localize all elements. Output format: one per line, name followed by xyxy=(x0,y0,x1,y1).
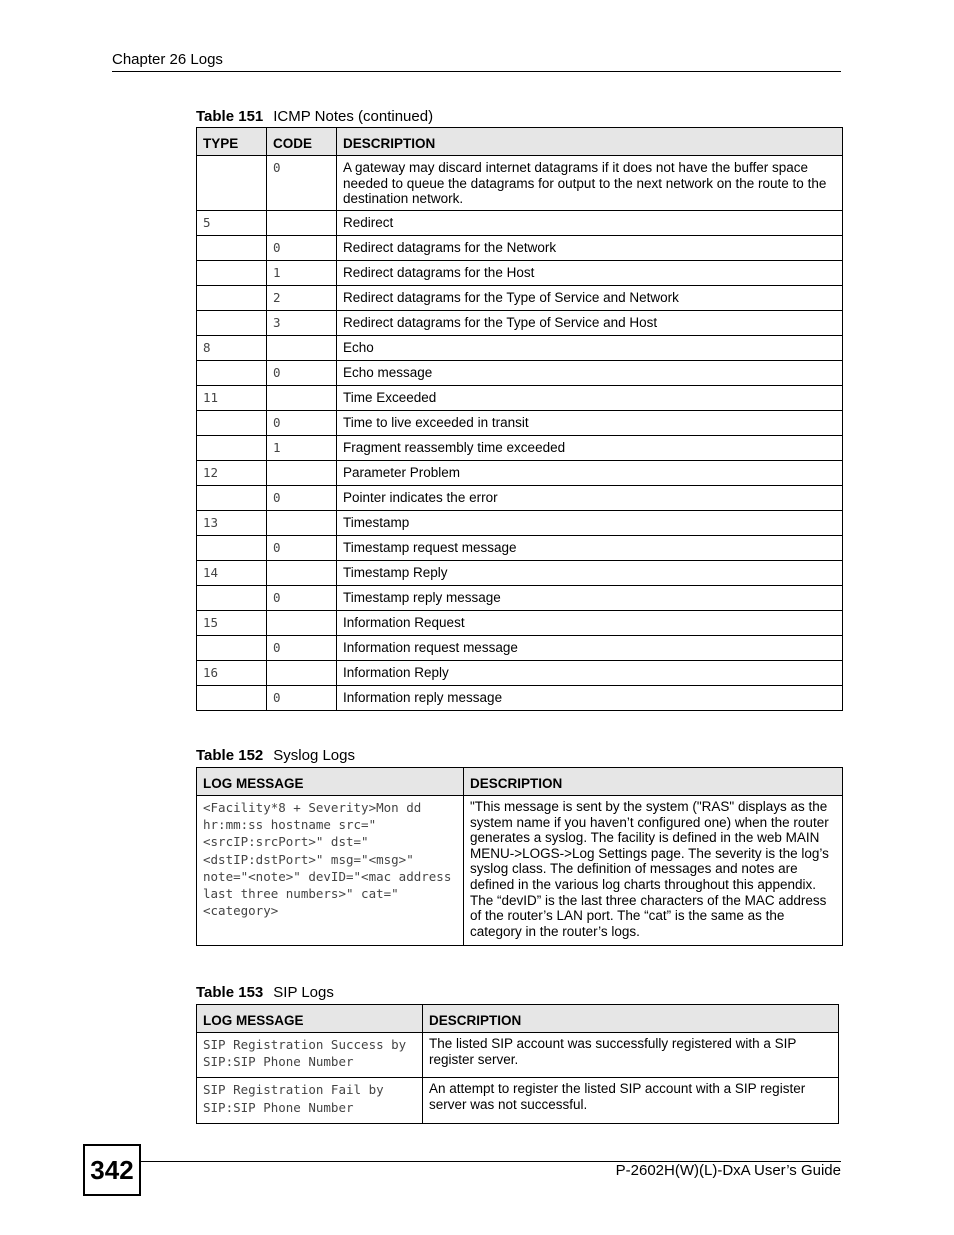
description-cell: "This message is sent by the system ("RAS" displays as the system name if you haven’t configured one) when the router generates a syslog. The facility is defined in the web MAIN MENU->LOGS->Log Settings page. The severity is the log’s syslog class. The definition of messages and notes are defined in the various log charts throughout this appendix. The “devID” is the last three characters of the MAC address of the router’s LAN port. The “cat” is the same as the category in the router’s logs. xyxy=(464,796,843,946)
code-cell: 0 xyxy=(267,536,337,561)
type-cell xyxy=(197,686,267,711)
code-cell xyxy=(267,211,337,236)
description-cell: The listed SIP account was successfully registered with a SIP register server. xyxy=(423,1033,839,1078)
type-cell: 14 xyxy=(197,561,267,586)
table-row xyxy=(197,561,843,586)
code-cell: 0 xyxy=(267,361,337,386)
description-cell: Timestamp xyxy=(337,511,843,536)
table-row xyxy=(197,311,843,336)
table-row xyxy=(197,211,843,236)
code-cell xyxy=(267,461,337,486)
table-153-label: Table 153 xyxy=(196,984,264,1001)
type-cell xyxy=(197,636,267,661)
description-cell: Echo xyxy=(337,336,843,361)
description-cell: Redirect xyxy=(337,211,843,236)
table-151-title: ICMP Notes (continued) xyxy=(273,108,434,125)
table-152-label: Table 152 xyxy=(196,747,264,764)
description-cell: Information request message xyxy=(337,636,843,661)
table-row xyxy=(197,661,843,686)
page-number: 342 xyxy=(83,1144,141,1196)
code-cell: 0 xyxy=(267,636,337,661)
column-header-code: CODE xyxy=(267,128,337,156)
code-cell: 1 xyxy=(267,436,337,461)
syslog-logs-table xyxy=(196,767,843,946)
type-cell: 11 xyxy=(197,386,267,411)
table-row xyxy=(197,486,843,511)
header-divider xyxy=(112,71,841,72)
table-row xyxy=(197,361,843,386)
table-row xyxy=(197,286,843,311)
table-row xyxy=(197,236,843,261)
type-cell xyxy=(197,311,267,336)
type-cell xyxy=(197,486,267,511)
code-cell xyxy=(267,561,337,586)
chapter-heading: Chapter 26 Logs xyxy=(112,51,223,68)
table-row xyxy=(197,411,843,436)
code-cell xyxy=(267,511,337,536)
table-row xyxy=(197,261,843,286)
table-152-title: Syslog Logs xyxy=(273,747,355,764)
table-row xyxy=(197,386,843,411)
description-cell: Fragment reassembly time exceeded xyxy=(337,436,843,461)
type-cell xyxy=(197,361,267,386)
table-row xyxy=(197,586,843,611)
table-header-row xyxy=(197,1005,839,1033)
log-message-cell: SIP Registration Success by SIP:SIP Phone Number xyxy=(197,1033,423,1078)
type-cell: 8 xyxy=(197,336,267,361)
description-cell: Redirect datagrams for the Type of Service and Network xyxy=(337,286,843,311)
code-cell xyxy=(267,661,337,686)
code-cell xyxy=(267,336,337,361)
column-header-log-message: LOG MESSAGE xyxy=(197,1005,423,1033)
table-header-row xyxy=(197,128,843,156)
description-cell: Redirect datagrams for the Type of Service and Host xyxy=(337,311,843,336)
description-cell: Timestamp reply message xyxy=(337,586,843,611)
description-cell: Redirect datagrams for the Network xyxy=(337,236,843,261)
table-151-caption xyxy=(196,108,433,125)
table-row xyxy=(197,611,843,636)
code-cell: 0 xyxy=(267,686,337,711)
description-cell: Information Reply xyxy=(337,661,843,686)
table-153-caption xyxy=(196,984,334,1001)
type-cell xyxy=(197,586,267,611)
table-row xyxy=(197,461,843,486)
table-row xyxy=(197,686,843,711)
table-row xyxy=(197,1033,839,1078)
description-cell: Timestamp Reply xyxy=(337,561,843,586)
type-cell: 5 xyxy=(197,211,267,236)
column-header-log-message: LOG MESSAGE xyxy=(197,768,464,796)
table-151-label: Table 151 xyxy=(196,108,264,125)
type-cell: 13 xyxy=(197,511,267,536)
type-cell: 12 xyxy=(197,461,267,486)
type-cell xyxy=(197,286,267,311)
description-cell: Echo message xyxy=(337,361,843,386)
code-cell: 0 xyxy=(267,411,337,436)
description-cell: An attempt to register the listed SIP account with a SIP register server was not successful. xyxy=(423,1078,839,1123)
description-cell: Information Request xyxy=(337,611,843,636)
type-cell xyxy=(197,261,267,286)
table-row xyxy=(197,436,843,461)
icmp-notes-table xyxy=(196,127,843,711)
column-header-description: DESCRIPTION xyxy=(464,768,843,796)
code-cell xyxy=(267,386,337,411)
type-cell xyxy=(197,411,267,436)
type-cell xyxy=(197,536,267,561)
table-row xyxy=(197,511,843,536)
guide-title: P-2602H(W)(L)-DxA User’s Guide xyxy=(615,1162,841,1179)
code-cell: 0 xyxy=(267,236,337,261)
description-cell: Parameter Problem xyxy=(337,461,843,486)
column-header-type: TYPE xyxy=(197,128,267,156)
description-cell: Redirect datagrams for the Host xyxy=(337,261,843,286)
type-cell xyxy=(197,236,267,261)
code-cell: 3 xyxy=(267,311,337,336)
type-cell xyxy=(197,436,267,461)
table-row xyxy=(197,636,843,661)
column-header-description: DESCRIPTION xyxy=(337,128,843,156)
log-message-cell: <Facility*8 + Severity>Mon dd hr:mm:ss hostname src="<srcIP:srcPort>" dst="<dstIP:dstPort>" msg="<msg>" note="<note>" devID="<mac address last three numbers>" cat="<category> xyxy=(197,796,464,946)
description-cell: Time Exceeded xyxy=(337,386,843,411)
description-cell: Timestamp request message xyxy=(337,536,843,561)
table-row xyxy=(197,1078,839,1123)
table-row xyxy=(197,156,843,211)
code-cell: 1 xyxy=(267,261,337,286)
description-cell: Time to live exceeded in transit xyxy=(337,411,843,436)
code-cell: 0 xyxy=(267,486,337,511)
code-cell: 0 xyxy=(267,586,337,611)
description-cell: Information reply message xyxy=(337,686,843,711)
table-row xyxy=(197,336,843,361)
table-row xyxy=(197,796,843,946)
type-cell: 16 xyxy=(197,661,267,686)
sip-logs-table xyxy=(196,1004,839,1124)
type-cell xyxy=(197,156,267,211)
code-cell: 0 xyxy=(267,156,337,211)
log-message-cell: SIP Registration Fail by SIP:SIP Phone Number xyxy=(197,1078,423,1123)
table-153-title: SIP Logs xyxy=(273,984,334,1001)
table-header-row xyxy=(197,768,843,796)
description-cell: Pointer indicates the error xyxy=(337,486,843,511)
table-152-caption xyxy=(196,747,355,764)
code-cell: 2 xyxy=(267,286,337,311)
table-row xyxy=(197,536,843,561)
code-cell xyxy=(267,611,337,636)
description-cell: A gateway may discard internet datagrams if it does not have the buffer space needed to queue the datagrams for output to the next network on the route to the destination network. xyxy=(337,156,843,211)
type-cell: 15 xyxy=(197,611,267,636)
column-header-description: DESCRIPTION xyxy=(423,1005,839,1033)
